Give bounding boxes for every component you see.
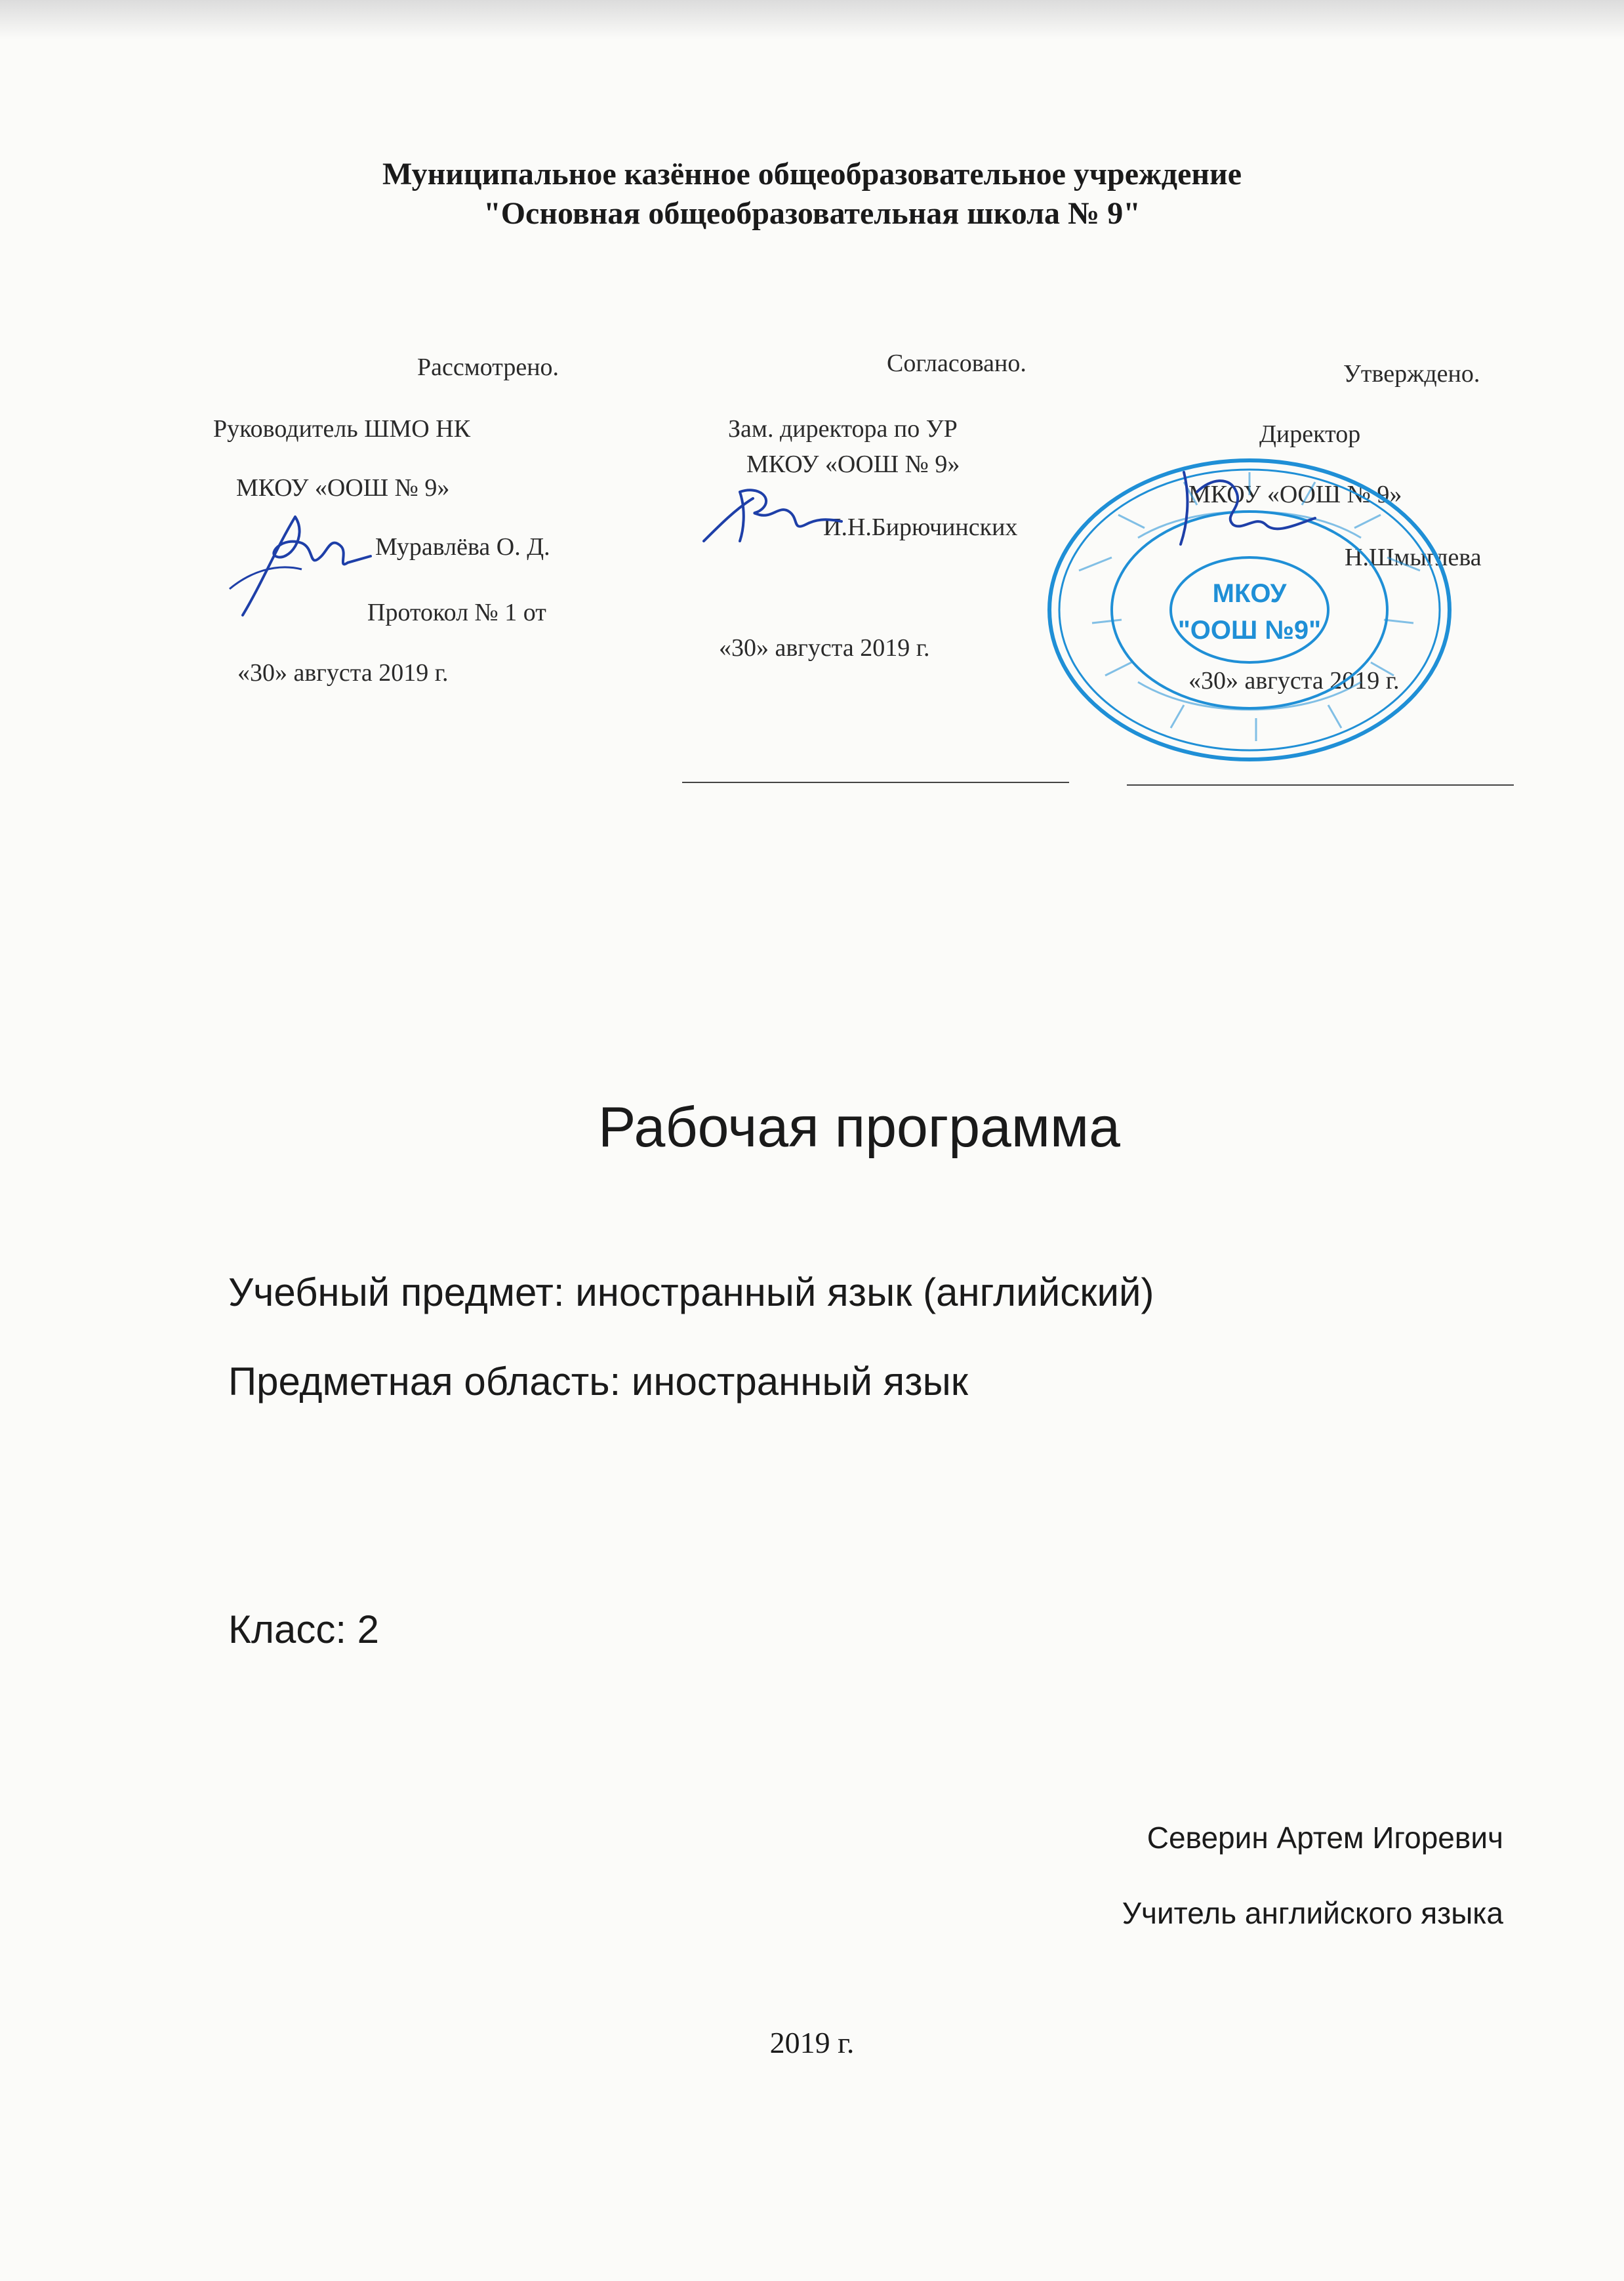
reviewed-org: МКОУ «ООШ № 9» (236, 474, 450, 502)
program-title: Рабочая программа (598, 1096, 1120, 1159)
document-year: 2019 г. (769, 2026, 855, 2059)
approved-heading: Утверждено. (1343, 360, 1480, 388)
scan-shadow (0, 0, 1624, 39)
stamp-center-top: МКОУ (1212, 579, 1287, 608)
agreed-heading: Согласовано. (887, 350, 1026, 377)
agreed-org: МКОУ «ООШ № 9» (746, 451, 960, 478)
school-stamp-icon (1040, 453, 1459, 767)
teacher-position: Учитель английского языка (1122, 1896, 1503, 1930)
program-subject: Учебный предмет: иностранный язык (английский) (228, 1270, 1154, 1314)
agreed-role: Зам. директора по УР (728, 415, 958, 443)
signature-shmygleva (1181, 472, 1315, 544)
stamp-center-bottom: "ООШ №9" (1177, 616, 1322, 645)
reviewed-name: Муравлёва О. Д. (375, 533, 550, 561)
agreed-name: И.Н.Бирючинских (823, 514, 1018, 541)
agreed-date: «30» августа 2019 г. (719, 634, 930, 662)
reviewed-heading: Рассмотрено. (417, 353, 559, 381)
rule-agreed (682, 782, 1069, 783)
rule-approved (1127, 784, 1514, 786)
school-name-line2: "Основная общеобразовательная школа № 9" (483, 196, 1141, 231)
reviewed-protocol: Протокол № 1 от (367, 599, 546, 626)
reviewed-date: «30» августа 2019 г. (237, 659, 449, 687)
approved-name: Н.Шмыглева (1345, 544, 1482, 571)
signature-muravleva (216, 510, 374, 622)
school-name-line1: Муниципальное казённое общеобразовательное учреждение (382, 157, 1242, 192)
program-area: Предметная область: иностранный язык (228, 1360, 969, 1403)
reviewed-role: Руководитель ШМО НК (213, 415, 471, 443)
approved-date: «30» августа 2019 г. (1188, 667, 1400, 695)
approved-role: Директор (1259, 420, 1361, 448)
teacher-name: Северин Артем Игоревич (1147, 1821, 1503, 1855)
program-grade: Класс: 2 (228, 1607, 380, 1651)
signature-biryuchinskikh (700, 479, 845, 551)
approved-org: МКОУ «ООШ № 9» (1188, 481, 1402, 508)
